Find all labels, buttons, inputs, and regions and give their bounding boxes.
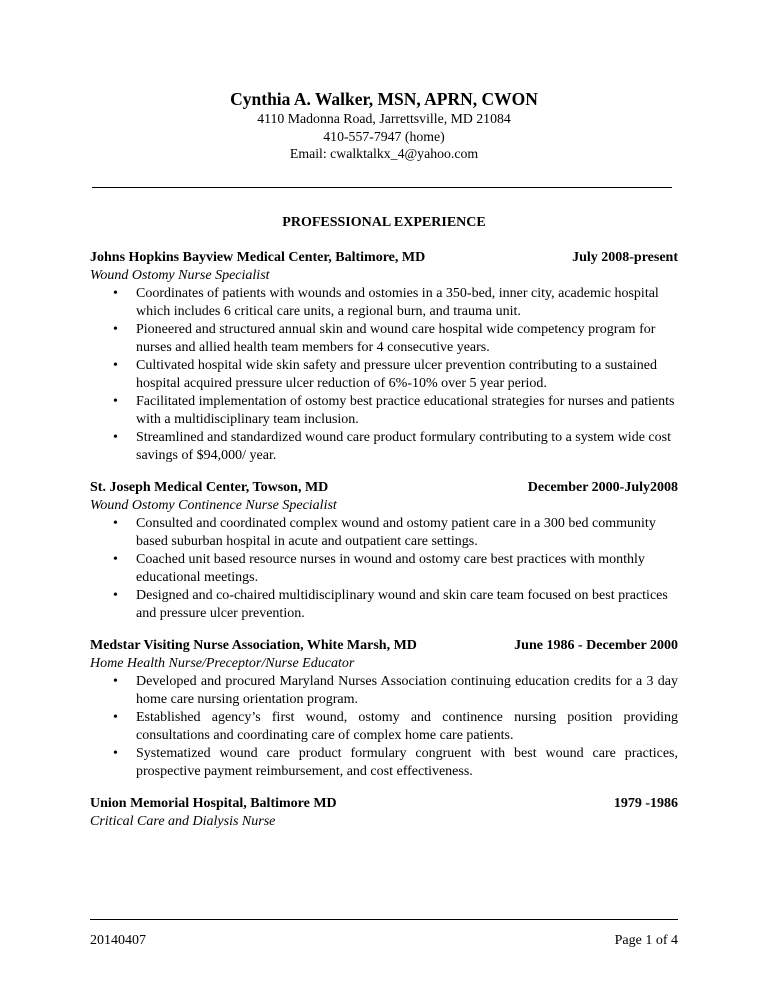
footer-divider bbox=[90, 919, 678, 920]
job-dates: June 1986 - December 2000 bbox=[514, 638, 678, 653]
candidate-name: Cynthia A. Walker, MSN, APRN, CWON bbox=[230, 89, 538, 109]
list-item bbox=[90, 429, 678, 465]
experience-list bbox=[90, 249, 678, 845]
list-item bbox=[90, 745, 678, 781]
job-entry bbox=[90, 795, 678, 831]
bullet-text: Pioneered and structured annual skin and wound care hospital wide competency program for nurses and allied health team members for 4 consecutive years. bbox=[136, 322, 656, 355]
bullet-icon: • bbox=[113, 358, 118, 373]
employer: Johns Hopkins Bayview Medical Center, Baltimore, MD bbox=[90, 250, 426, 265]
job-header bbox=[90, 637, 678, 655]
job-dates: 1979 -1986 bbox=[613, 796, 678, 811]
bullet-icon: • bbox=[113, 394, 118, 409]
bullet-text: Cultivated hospital wide skin safety and pressure ulcer prevention contributing to a sustained hospital acquired pressure ulcer reduction of 6%-10% over 5 year period. bbox=[136, 358, 657, 391]
employer: St. Joseph Medical Center, Towson, MD bbox=[90, 480, 329, 495]
email: Email: cwalktalkx_4@yahoo.com bbox=[289, 146, 479, 161]
bullet-text: Consulted and coordinated complex wound and ostomy patient care in a 300 bed community based suburban hospital in acute and outpatient care settings. bbox=[136, 516, 656, 549]
bullet-list bbox=[90, 515, 678, 623]
contact-header bbox=[90, 88, 678, 163]
bullet-icon: • bbox=[113, 430, 118, 445]
job-entry bbox=[90, 479, 678, 623]
job-entry bbox=[90, 249, 678, 465]
bullet-icon: • bbox=[113, 710, 118, 725]
page-number: Page 1 of 4 bbox=[614, 933, 678, 948]
bullet-list bbox=[90, 285, 678, 465]
bullet-text: Streamlined and standardized wound care product formulary contributing to a system wide cost savings of $94,000/ year. bbox=[136, 430, 671, 463]
bullet-text: Established agency’s first wound, ostomy and continence nursing position providing consultations and coordinating care of complex home care patients. bbox=[136, 710, 678, 743]
list-item bbox=[90, 709, 678, 745]
bullet-icon: • bbox=[113, 552, 118, 567]
bullet-icon: • bbox=[113, 322, 118, 337]
bullet-icon: • bbox=[113, 516, 118, 531]
employer: Union Memorial Hospital, Baltimore MD bbox=[90, 796, 337, 811]
job-header bbox=[90, 479, 678, 497]
list-item bbox=[90, 285, 678, 321]
bullet-icon: • bbox=[113, 674, 118, 689]
bullet-text: Facilitated implementation of ostomy best practice educational strategies for nurses and patients with a multidisciplinary team inclusion. bbox=[136, 394, 675, 427]
phone: 410-557-7947 (home) bbox=[323, 128, 445, 144]
bullet-icon: • bbox=[113, 746, 118, 761]
bullet-text: Developed and procured Maryland Nurses Association continuing education credits for a 3 day home care nursing orientation program. bbox=[136, 674, 678, 707]
bullet-icon: • bbox=[113, 286, 118, 301]
bullet-text: Coordinates of patients with wounds and ostomies in a 350-bed, inner city, academic hospital which includes 6 critical care units, a regional burn, and trauma unit. bbox=[136, 286, 659, 319]
employer: Medstar Visiting Nurse Association, White Marsh, MD bbox=[90, 638, 417, 653]
bullet-icon: • bbox=[113, 588, 118, 603]
job-title: Critical Care and Dialysis Nurse bbox=[90, 814, 276, 829]
address: 4110 Madonna Road, Jarrettsville, MD 21084 bbox=[257, 111, 511, 126]
list-item bbox=[90, 515, 678, 551]
job-dates: December 2000-July2008 bbox=[527, 480, 678, 495]
job-entry bbox=[90, 637, 678, 781]
list-item bbox=[90, 673, 678, 709]
document-id: 20140407 bbox=[90, 933, 146, 948]
page-footer bbox=[90, 932, 678, 950]
list-item bbox=[90, 321, 678, 357]
job-title: Wound Ostomy Nurse Specialist bbox=[90, 268, 270, 283]
header-divider bbox=[92, 187, 672, 188]
bullet-list bbox=[90, 673, 678, 781]
job-title: Wound Ostomy Continence Nurse Specialist bbox=[90, 498, 337, 513]
bullet-text: Designed and co-chaired multidisciplinary wound and skin care team focused on best practices and pressure ulcer prevention. bbox=[136, 588, 668, 621]
bullet-text: Coached unit based resource nurses in wound and ostomy care best practices with monthly educational meetings. bbox=[136, 552, 645, 585]
list-item bbox=[90, 587, 678, 623]
job-header bbox=[90, 249, 678, 267]
list-item bbox=[90, 357, 678, 393]
bullet-text: Systematized wound care product formulary congruent with best wound care practices, prospective payment reimbursement, and cost effectiveness. bbox=[136, 746, 678, 779]
list-item bbox=[90, 393, 678, 429]
list-item bbox=[90, 551, 678, 587]
job-header bbox=[90, 795, 678, 813]
job-title: Home Health Nurse/Preceptor/Nurse Educator bbox=[90, 656, 355, 671]
job-dates: July 2008-present bbox=[572, 250, 678, 265]
section-title: PROFESSIONAL EXPERIENCE bbox=[282, 215, 486, 230]
